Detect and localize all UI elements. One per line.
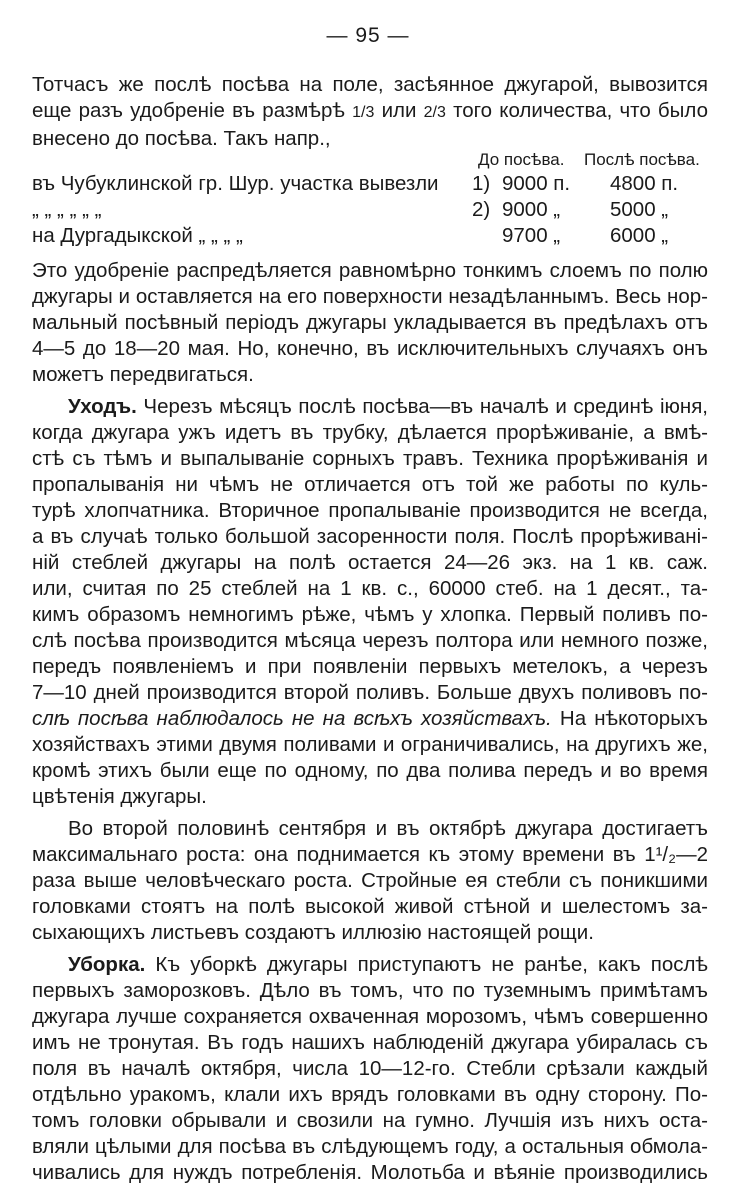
text-line: головками стоятъ на полѣ высокой живой стѣной и шелестомъ за-	[32, 895, 708, 918]
intro-paragraph	[32, 72, 708, 152]
text-line: слѣ посѣва наблюдалось не на всѣхъ хозяйствахъ. На нѣкоторыхъ	[32, 707, 708, 730]
table-header-after: Послѣ посѣва.	[584, 150, 700, 169]
table-cell-num: 2)	[472, 198, 491, 221]
text-line: максимальнаго роста: она поднимается къ этому времени въ 1¹/₂—2	[32, 843, 708, 866]
text-line: джугары и оставляется на его поверхности незадѣланнымъ. Весь нор-	[32, 285, 708, 308]
text-line: слѣ посѣва производится мѣсяца черезъ полтора или немного позже,	[32, 629, 708, 652]
text-line: джугара лучше сохраняется охваченная морозомъ, чѣмъ совершенно	[32, 1005, 708, 1028]
table-cell-after: 6000 „	[610, 224, 669, 247]
fertilizer-table	[32, 150, 708, 250]
paragraph-harvest	[32, 952, 708, 1186]
text-line: еще разъ удобреніе въ размѣрѣ 1/3 или 2/3 того количества, что было	[32, 99, 709, 122]
text-line: имъ не тронутая. Въ годъ нашихъ наблюденій джугара убиралась съ	[32, 1031, 708, 1054]
table-cell-num: 1)	[472, 172, 491, 195]
text-line: можетъ передвигаться.	[32, 363, 254, 386]
text-line: передъ появленіемъ и при появленіи первыхъ метелокъ, а черезъ	[32, 655, 708, 678]
text-line: поля въ началѣ октября, числа 10—12-го. Стебли срѣзали каждый	[32, 1057, 708, 1080]
text-line: или, считая по 25 стеблей на 1 кв. с., 60000 стеб. на 1 десят., та-	[32, 577, 708, 600]
text-line: Это удобреніе распредѣляется равномѣрно тонкимъ слоемъ по полю	[32, 259, 708, 282]
text-line: вляли цѣлыми для посѣва въ слѣдующемъ году, а остальныя обмола-	[32, 1135, 708, 1158]
paragraph-fertilizer	[32, 258, 708, 388]
text-line: чивались для нуждъ потребленія. Молотьба и вѣяніе производились	[32, 1161, 708, 1184]
table-row	[32, 172, 708, 198]
fraction: 1/3	[352, 104, 375, 121]
table-cell-after: 4800 п.	[610, 172, 679, 195]
text-line: ній стеблей джугары на полѣ остается 24—26 экз. на 1 кв. саж.	[32, 551, 708, 574]
section-heading-harvest: Уборка.	[68, 953, 146, 976]
text-line: когда джугара ужъ идетъ въ трубку, дѣлается прорѣживаніе, а вмѣ-	[32, 421, 708, 444]
text-line: стѣ съ тѣмъ и выпалываніе сорныхъ травъ. Техника прорѣживанія и	[32, 447, 708, 470]
text-line: турѣ хлопчатника. Вторичное пропалываніе производится не всегда,	[32, 499, 708, 522]
text-line: первыхъ заморозковъ. Дѣло въ томъ, что по туземнымъ примѣтамъ	[32, 979, 708, 1002]
text-line: пропалыванія ни чѣмъ не отличается отъ той же работы по куль-	[32, 473, 708, 496]
page-number: — 95 —	[326, 24, 410, 47]
text-line: томъ головки обрывали и свозили на гумно. Лучшія изъ нихъ оста-	[32, 1109, 708, 1132]
text-line: Уборка. Къ уборкѣ джугары приступаютъ не ранѣе, какъ послѣ	[68, 953, 708, 976]
table-header-before: До посѣва.	[478, 150, 565, 169]
text-line: Уходъ. Черезъ мѣсяцъ послѣ посѣва—въ началѣ и срединѣ іюня,	[68, 395, 708, 418]
section-heading-care: Уходъ.	[68, 395, 137, 418]
table-row	[32, 224, 708, 250]
text-line: Тотчасъ же послѣ посѣва на поле, засѣянное джугарой, вывозится	[32, 73, 708, 96]
text-line: мальный посѣвный періодъ джугары укладывается въ предѣлахъ отъ	[32, 311, 708, 334]
table-cell-place: на Дургадыкской „ „ „ „	[32, 224, 243, 247]
text-line: раза выше человѣческаго роста. Стройные ея стебли съ поникшими	[32, 869, 708, 892]
text-line: 7—10 дней производится второй поливъ. Больше двухъ поливовъ по-	[32, 681, 708, 704]
text-line: отдѣльно уракомъ, клали ихъ врядъ головками въ одну сторону. По-	[32, 1083, 708, 1106]
table-row	[32, 198, 708, 224]
table-cell-before: 9700 „	[502, 224, 561, 247]
fraction: 2/3	[423, 104, 446, 121]
table-cell-place: „ „ „ „ „ „	[32, 198, 102, 221]
paragraph-care	[32, 394, 708, 810]
text-line: Во второй половинѣ сентября и въ октябрѣ джугара достигаетъ	[68, 817, 708, 840]
body-text	[32, 258, 708, 1186]
text-line: хозяйствахъ этими двумя поливами и ограничивались, на другихъ же,	[32, 733, 708, 756]
table-cell-place: въ Чубуклинской гр. Шур. участка вывезли	[32, 172, 439, 195]
text-line: а въ случаѣ только большой засоренности поля. Послѣ прорѣживані-	[32, 525, 708, 548]
table-cell-before: 9000 „	[502, 198, 561, 221]
text-line: цвѣтенія джугары.	[32, 785, 207, 808]
paragraph-growth	[32, 816, 708, 946]
text-line: внесено до посѣва. Такъ напр.,	[32, 127, 331, 150]
text-line: сыхающихъ листьевъ создаютъ иллюзію настоящей рощи.	[32, 921, 594, 944]
text-line: кромѣ этихъ были еще по одному, по два полива передъ и во время	[32, 759, 708, 782]
italic-phrase: слѣ посѣва наблюдалось не на всѣхъ хозяйствахъ.	[32, 707, 552, 730]
text-line: кимъ образомъ немногимъ рѣже, чѣмъ у хлопка. Первый поливъ по-	[32, 603, 708, 626]
text-line: 4—5 до 18—20 мая. Но, конечно, въ исключительныхъ случаяхъ онъ	[32, 337, 708, 360]
table-cell-after: 5000 „	[610, 198, 669, 221]
fraction: 1¹/₂	[644, 843, 677, 866]
table-cell-before: 9000 п.	[502, 172, 571, 195]
